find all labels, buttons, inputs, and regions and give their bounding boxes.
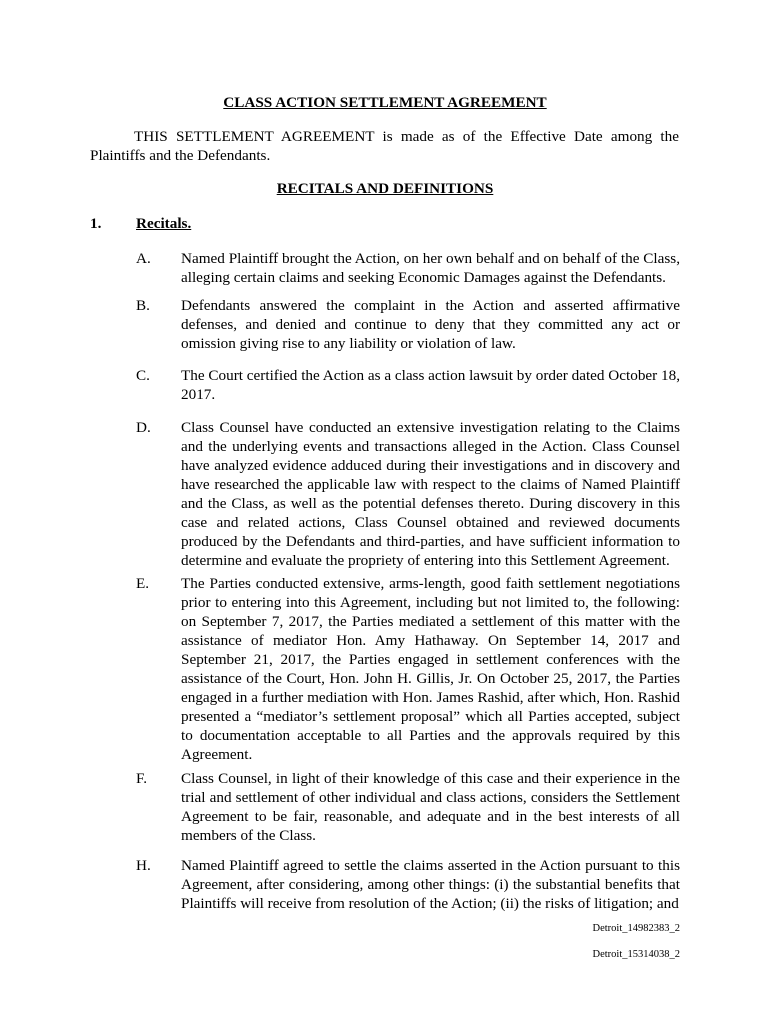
document-id: Detroit_15314038_2 — [592, 949, 680, 960]
recital-text: The Court certified the Action as a class action lawsuit by order dated October 18, 2017. — [181, 367, 680, 403]
recital-letter: H. — [136, 857, 151, 874]
recital-text: Class Counsel, in light of their knowledge of this case and their experience in the trial and settlement of other individual and class actions, considers the Settlement Agreement to be fair, reasonable, and adequate and in the best interests of all members of the Class. — [181, 770, 680, 844]
recital-letter: D. — [136, 419, 151, 436]
recital-letter: E. — [136, 575, 150, 592]
recital-letter: A. — [136, 250, 151, 267]
recital-text: Defendants answered the complaint in the Action and asserted affirmative defenses, and denied and continue to deny that they committed any act or omission giving rise to any liability or violation of law. — [181, 297, 680, 352]
intro-paragraph: THIS SETTLEMENT AGREEMENT is made as of the Effective Date among the Plaintiffs and the Defendants. — [90, 128, 679, 164]
recital-text: Class Counsel have conducted an extensive investigation relating to the Claims and the underlying events and transactions alleged in the Action. Class Counsel have analyzed evidence adduced during their investigations and in discovery and have researched the applicable law with respect to the claims of Named Plaintiff and the Class, as well as the potential defenses thereto. During discovery in this case and related actions, Class Counsel obtained and reviewed documents produced by the Defendants and third-parties, and have sufficient information to determine and evaluate the propriety of entering into this Settlement Agreement. — [181, 419, 680, 569]
section-title: Recitals. — [136, 215, 192, 232]
document-id: Detroit_14982383_2 — [592, 923, 680, 934]
document-title: CLASS ACTION SETTLEMENT AGREEMENT — [223, 94, 547, 111]
recital-letter: F. — [136, 770, 148, 787]
section-heading: RECITALS AND DEFINITIONS — [276, 180, 494, 197]
section-number: 1. — [90, 215, 102, 232]
recital-text: The Parties conducted extensive, arms-length, good faith settlement negotiations prior to entering into this Agreement, including but not limited to, the following: on September 7, 2017, the Parties mediated a settlement of this matter with the assistance of mediator Hon. Amy Hathaway. On September 14, 2017 and September 21, 2017, the Parties engaged in settlement conferences with the assistance of the Court, Hon. John H. Gillis, Jr. On October 25, 2017, the Parties engaged in a further mediation with Hon. James Rashid, after which, Hon. Rashid presented a “mediator’s settlement proposal” which all Parties accepted, subject to documentation acceptable to all Parties and the approvals required by this Agreement. — [181, 575, 680, 763]
recital-letter: B. — [136, 297, 150, 314]
recital-letter: C. — [136, 367, 150, 384]
recital-text: Named Plaintiff brought the Action, on her own behalf and on behalf of the Class, alleging certain claims and seeking Economic Damages against the Defendants. — [181, 250, 680, 286]
recital-text: Named Plaintiff agreed to settle the claims asserted in the Action pursuant to this Agreement, after considering, among other things: (i) the substantial benefits that Plaintiffs will receive from resolution of the Action; (ii) the risks of litigation; and — [181, 857, 680, 912]
